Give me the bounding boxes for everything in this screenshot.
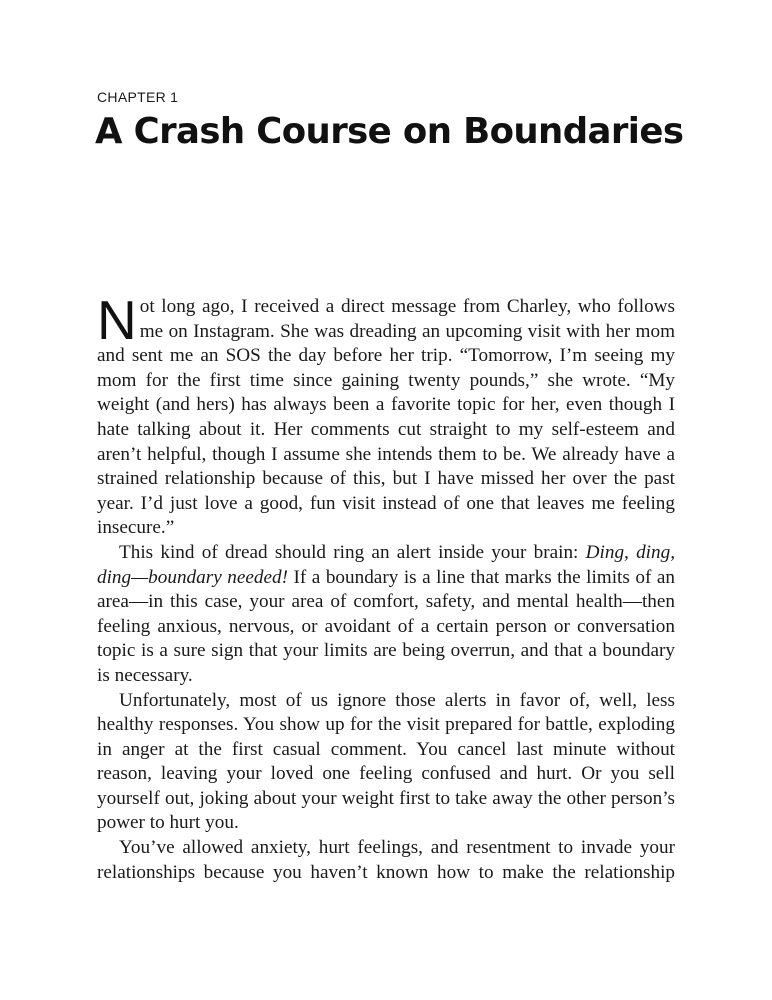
chapter-title: A Crash Course on Boundaries	[95, 111, 684, 152]
drop-cap: N	[97, 289, 137, 351]
chapter-label: CHAPTER 1	[97, 89, 179, 105]
paragraph-2	[97, 541, 675, 689]
paragraph-3: Unfortunately, most of us ignore those alerts in favor of, well, less healthy responses. You show up for the visit prepared for battle, exploding in anger at the first casual comment. You cancel last minute without reason, leaving your loved one feeling confused and hurt. Or you sell yourself out, joking about your weight first to take away the other person’s power to hurt you.	[97, 689, 675, 834]
paragraph-1	[97, 289, 675, 541]
chapter-body	[97, 289, 675, 885]
paragraph-2-text-end: If a boundary is a line that marks the limits of an area—in this case, your area of comfort, safety, and mental health—then feeling anxious, nervous, or avoidant of a certain person or conversation topic is a sure sign that your limits are being overrun, and that a boundary is necessary.	[97, 566, 675, 686]
paragraph-1-text: ot long ago, I received a direct message from Charley, who follows me on Instagram. She was dreading an upcoming visit with her mom and sent me an SOS the day before her trip. “Tomorrow, I’m seeing my mom for the first time since gaining twenty pounds,” she wrote. “My weight (and hers) has always been a favorite topic for her, even though I hate talking about it. Her comments cut straight to my self-esteem and aren’t helpful, though I assume she intends them to be. We already have a strained relationship because of this, but I have missed her over the past year. I’d just love a good, fun visit instead of one that leaves me feeling insecure.”	[97, 296, 675, 539]
paragraph-4: You’ve allowed anxiety, hurt feelings, and resentment to invade your relationships because you haven’t known how to make the relationship	[97, 837, 675, 883]
paragraph-2-text-start: This kind of dread should ring an alert inside your brain:	[119, 541, 586, 563]
paragraph-2-italic: Ding, ding, ding—boundary needed!	[97, 541, 675, 588]
